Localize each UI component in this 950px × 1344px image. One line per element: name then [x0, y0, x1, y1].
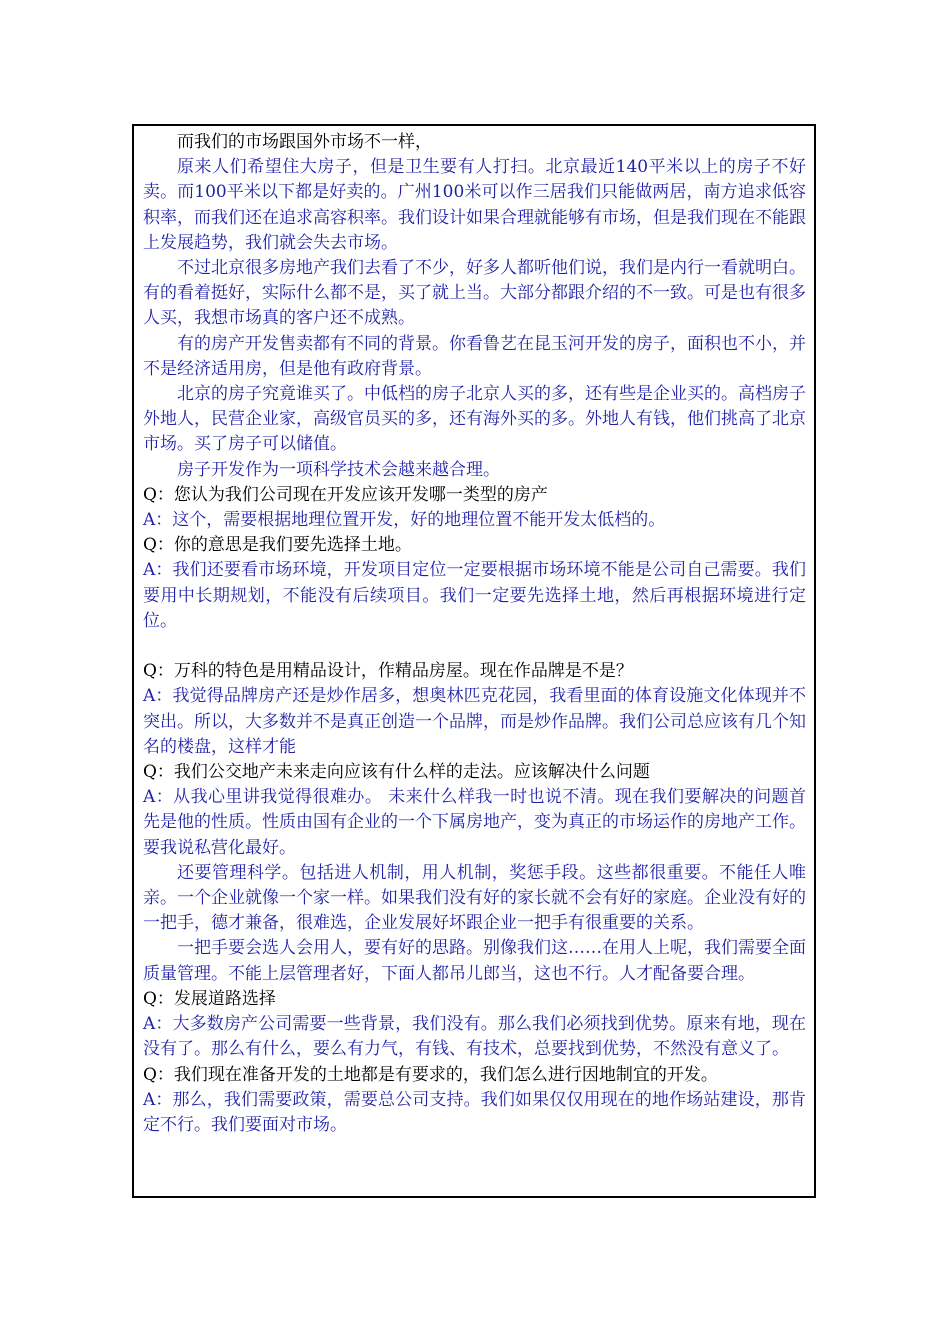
paragraph: 房子开发作为一项科学技术会越来越合理。 — [177, 459, 500, 480]
answer-line: A：我觉得品牌房产还是炒作居多，想奥林匹克花园，我看里面的体育设施文化体现并不突出。所以，大多数并不是真正创造一个品牌，而是炒作品牌。我们公司总应该有几个知名的楼盘，这样才能 — [143, 686, 806, 757]
paragraph: 而我们的市场跟国外市场不一样， — [177, 132, 432, 152]
question-line: Q：我们公交地产未来走向应该有什么样的走法。应该解决什么问题 — [143, 762, 650, 783]
blank-line — [143, 634, 806, 659]
paragraph: 还要管理科学。包括进人机制，用人机制，奖惩手段。这些都很重要。不能任人唯亲。一个企业就像一个家一样。如果我们没有好的家长就不会有好的家庭。企业没有好的一把手，德才兼备，很难选，企业发展好坏跟企业一把手有很重要的关系。 — [143, 862, 806, 934]
answer-line: A：这个，需要根据地理位置开发，好的地理位置不能开发太低档的。 — [143, 510, 666, 531]
question-line: Q：我们现在准备开发的土地都是有要求的，我们怎么进行因地制宜的开发。 — [143, 1064, 718, 1085]
interview-transcript-box — [132, 124, 816, 1198]
paragraph: 北京的房子究竟谁买了。中低档的房子北京人买的多，还有些是企业买的。高档房子外地人，民营企业家，高级官员买的多，还有海外买的多。外地人有钱，他们挑高了北京市场。买了房子可以储值。 — [143, 384, 806, 455]
question-line: Q：你的意思是我们要先选择土地。 — [143, 535, 412, 556]
paragraph: 原来人们希望住大房子，但是卫生要有人打扫。北京最近140平米以上的房子不好卖。而100平米以下都是好卖的。广州100米可以作三居我们只能做两居，南方追求低容积率，而我们还在追求高容积率。我们设计如果合理就能够有市场，但是我们现在不能跟上发展趋势，我们就会失去市场。 — [143, 157, 806, 253]
answer-line: A：那么，我们需要政策，需要总公司支持。我们如果仅仅用现在的地作场站建设，那肯定不行。我们要面对市场。 — [143, 1089, 806, 1135]
paragraph: 不过北京很多房地产我们去看了不少，好多人都听他们说，我们是内行一看就明白。有的看着挺好，实际什么都不是，买了就上当。大部分都跟介绍的不一致。可是也有很多人买，我想市场真的客户还不成熟。 — [143, 258, 806, 329]
answer-line: A：大多数房产公司需要一些背景，我们没有。那么我们必须找到优势。原来有地，现在没有了。那么有什么，要么有力气，有钱、有技术，总要找到优势，不然没有意义了。 — [143, 1014, 806, 1060]
paragraph: 有的房产开发售卖都有不同的背景。你看鲁艺在昆玉河开发的房子，面积也不小，并不是经济适用房，但是他有政府背景。 — [143, 333, 806, 379]
answer-line: A：我们还要看市场环境，开发项目定位一定要根据市场环境不能是公司自己需要。我们要用中长期规划，不能没有后续项目。我们一定要先选择土地，然后再根据环境进行定位。 — [143, 560, 806, 631]
paragraph: 一把手要会选人会用人，要有好的思路。别像我们这……在用人上呢，我们需要全面质量管理。不能上层管理者好，下面人都吊儿郎当，这也不行。人才配备要合理。 — [143, 938, 806, 984]
question-line: Q：您认为我们公司现在开发应该开发哪一类型的房产 — [143, 484, 548, 505]
question-line: Q：万科的特色是用精品设计，作精品房屋。现在作品牌是不是？ — [143, 661, 633, 682]
answer-line: A：从我心里讲我觉得很难办。 未来什么样我一时也说不清。现在我们要解决的问题首先是他的性质。性质由国有企业的一个下属房地产，变为真正的市场运作的房地产工作。要我说私营化最好。 — [143, 787, 806, 858]
question-line: Q：发展道路选择 — [143, 988, 276, 1009]
